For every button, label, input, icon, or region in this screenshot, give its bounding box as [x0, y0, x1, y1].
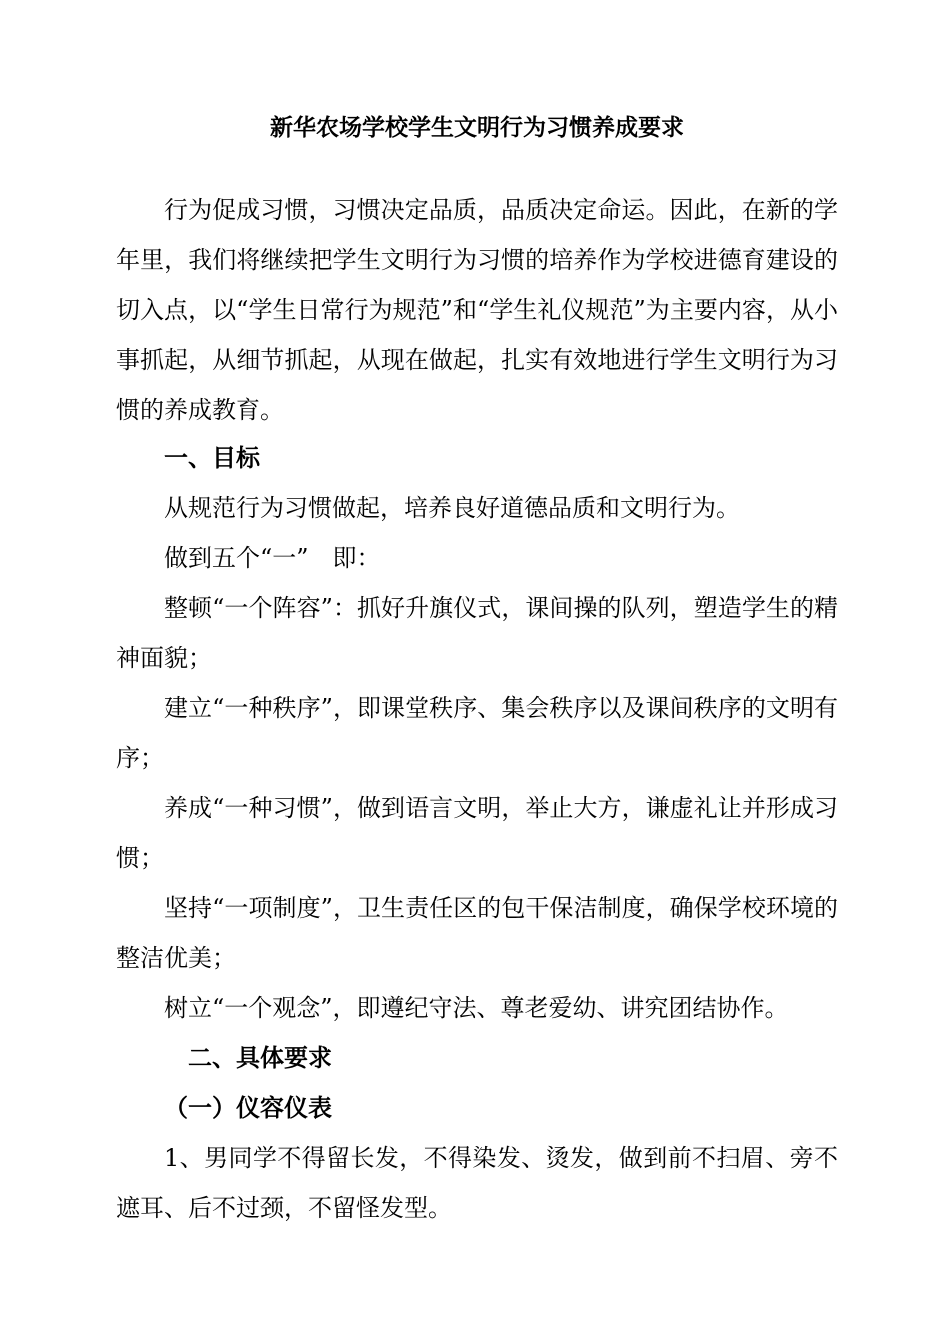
list-item: 养成“一种习惯”，做到语言文明，举止大方，谦虚礼让并形成习惯； [116, 794, 838, 872]
intro-paragraph: 行为促成习惯，习惯决定品质，品质决定命运。因此，在新的学年里，我们将继续把学生文明行为习惯的培养作为学校进德育建设的切入点，以“学生日常行为规范”和“学生礼仪规范”为主要内容，从小事抓起，从细节抓起，从现在做起，扎实有效地进行学生文明行为习惯的养成教育。 [116, 196, 838, 424]
list-item: 整顿“一个阵容”：抓好升旗仪式，课间操的队列，塑造学生的精神面貌； [116, 594, 838, 672]
list-item: 建立“一种秩序”，即课堂秩序、集会秩序以及课间秩序的文明有序； [116, 694, 838, 772]
list-item: 树立“一个观念”，即遵纪守法、尊老爱幼、讲究团结协作。 [164, 994, 789, 1022]
five-one-intro: 做到五个“一” 即： [164, 544, 381, 572]
document-title: 新华农场学校学生文明行为习惯养成要求 [270, 114, 684, 141]
subsection-heading-appearance: （一）仪容仪表 [164, 1093, 332, 1122]
goal-paragraph: 从规范行为习惯做起，培养良好道德品质和文明行为。 [164, 494, 740, 522]
rule-paragraph: 1、男同学不得留长发，不得染发、烫发，做到前不扫眉、旁不遮耳、后不过颈，不留怪发型。 [116, 1144, 838, 1222]
section-heading-goals: 一、目标 [164, 443, 260, 472]
section-heading-requirements: 二、具体要求 [188, 1043, 332, 1072]
list-item: 坚持“一项制度”，卫生责任区的包干保洁制度，确保学校环境的整洁优美； [116, 894, 838, 972]
